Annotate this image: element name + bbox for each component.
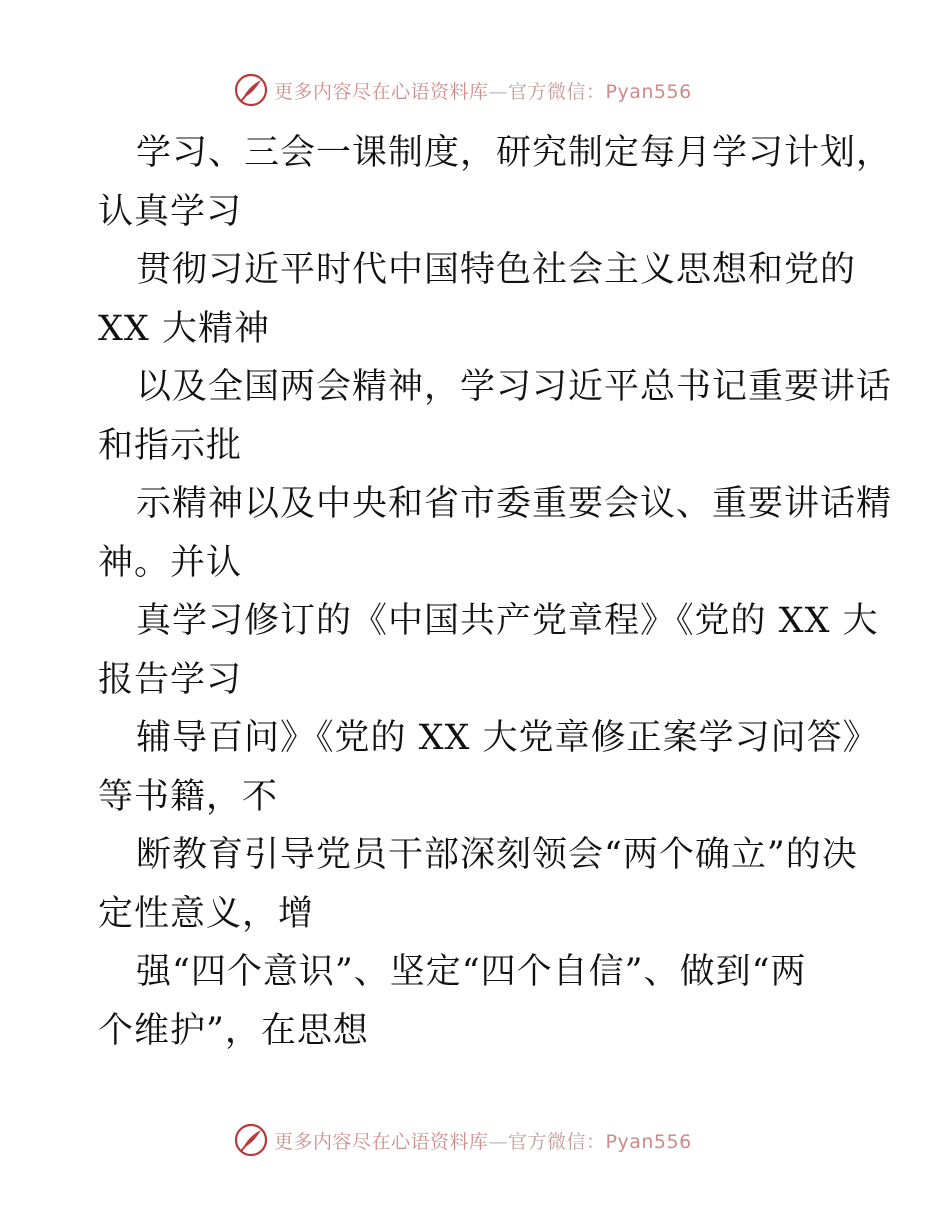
text-line: 认真学习	[98, 191, 243, 232]
quill-logo-icon	[234, 73, 268, 107]
quill-logo-icon	[234, 1123, 268, 1157]
text-line: 神。并认	[98, 542, 243, 583]
body-text	[98, 124, 893, 1060]
header-banner	[234, 70, 734, 110]
header-watermark-text: 更多内容尽在心语资料库—官方微信：Pyan556	[274, 80, 692, 103]
text-line: 强“四个意识”、坚定“四个自信”、做到“两	[136, 952, 807, 992]
text-line: 真学习修订的《中国共产党章程》《党的 XX 大	[136, 601, 879, 641]
text-line: 断教育引导党员干部深刻领会“两个确立”的决	[136, 835, 858, 875]
text-line: 等书籍，不	[98, 776, 279, 817]
text-line: 和指示批	[98, 425, 243, 466]
footer-banner	[234, 1120, 734, 1160]
text-line: XX 大精神	[98, 308, 270, 349]
text-line: 报告学习	[98, 659, 243, 700]
text-line: 以及全国两会精神，学习习近平总书记重要讲话	[136, 367, 893, 407]
text-line: 辅导百问》《党的 XX 大党章修正案学习问答》	[136, 718, 879, 758]
footer-watermark-text: 更多内容尽在心语资料库—官方微信：Pyan556	[274, 1130, 692, 1153]
text-line: 学习、三会一课制度，研究制定每月学习计划，	[136, 133, 893, 173]
text-line: 贯彻习近平时代中国特色社会主义思想和党的	[136, 250, 857, 290]
text-line: 示精神以及中央和省市委重要会议、重要讲话精	[136, 484, 893, 524]
text-line: 定性意义，增	[98, 893, 315, 934]
text-line: 个维护”，在思想	[98, 1010, 369, 1051]
